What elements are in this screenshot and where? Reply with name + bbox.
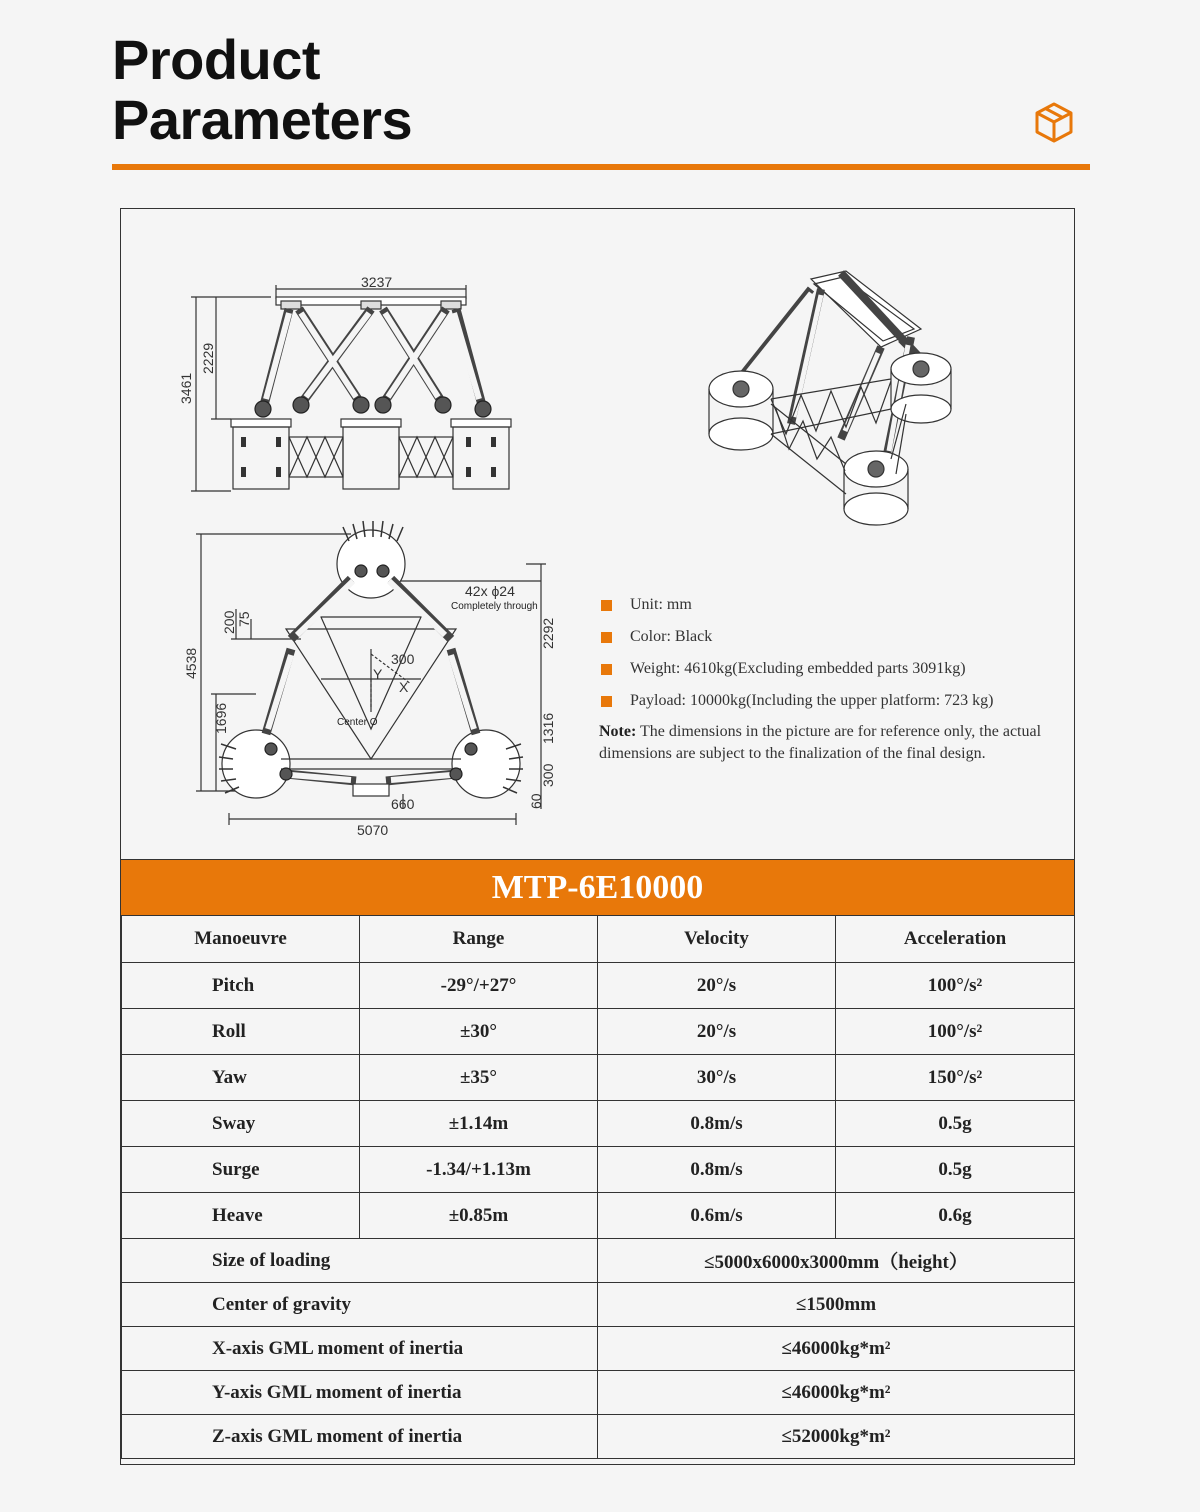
parameter-label-cell: Center of gravity (122, 1283, 598, 1327)
table-row (122, 1327, 1075, 1371)
spec-item-color (599, 621, 1069, 653)
dim-3461: 3461 (178, 372, 194, 404)
table-row (122, 963, 1075, 1009)
dim-2292: 2292 (540, 617, 556, 649)
spec-list (599, 589, 1069, 717)
velocity-cell: 0.8m/s (598, 1147, 836, 1193)
hole-spec: 42x ϕ24 (465, 583, 515, 599)
range-cell: -29°/+27° (360, 963, 598, 1009)
header-range: Range (360, 916, 598, 963)
title-underline (112, 164, 1090, 170)
manoeuvre-cell: Pitch (122, 963, 360, 1009)
velocity-cell: 20°/s (598, 1009, 836, 1055)
spec-item-payload (599, 685, 1069, 717)
parameter-value-cell: ≤1500mm (598, 1283, 1075, 1327)
dim-1316: 1316 (540, 712, 556, 744)
spec-text: Weight: 4610kg(Excluding embedded parts 3091kg) (630, 660, 966, 677)
parameter-value-cell: ≤46000kg*m² (598, 1327, 1075, 1371)
manoeuvre-cell: Yaw (122, 1055, 360, 1101)
table-row (122, 1009, 1075, 1055)
dim-2229: 2229 (200, 342, 216, 374)
parameter-label-cell: Z-axis GML moment of inertia (122, 1415, 598, 1459)
acceleration-cell: 100°/s² (836, 963, 1075, 1009)
dimension-note (599, 721, 1069, 765)
parameters-table (121, 915, 1075, 1459)
acceleration-cell: 0.6g (836, 1193, 1075, 1239)
table-row (122, 1415, 1075, 1459)
dim-300-right: 300 (540, 763, 556, 787)
dim-75: 75 (236, 611, 252, 627)
manoeuvre-cell: Heave (122, 1193, 360, 1239)
header-manoeuvre: Manoeuvre (122, 916, 360, 963)
acceleration-cell: 150°/s² (836, 1055, 1075, 1101)
title-line-2: Parameters (112, 88, 413, 151)
parameter-value-cell: ≤5000x6000x3000mm（height） (598, 1239, 1075, 1283)
velocity-cell: 0.6m/s (598, 1193, 836, 1239)
bullet-icon (601, 696, 612, 707)
parameter-value-cell: ≤52000kg*m² (598, 1415, 1075, 1459)
plan-view-drawing (196, 521, 546, 825)
cube-icon (1032, 100, 1076, 144)
dim-1696: 1696 (213, 702, 229, 734)
range-cell: ±30° (360, 1009, 598, 1055)
range-cell: ±1.14m (360, 1101, 598, 1147)
page-title (112, 30, 412, 150)
dim-4538: 4538 (183, 647, 199, 679)
note-label: Note: (599, 723, 637, 740)
model-name-banner: MTP-6E10000 (121, 859, 1074, 916)
dim-60: 60 (528, 793, 544, 809)
spec-text: Unit: mm (630, 596, 692, 613)
bullet-icon (601, 664, 612, 675)
table-row (122, 1283, 1075, 1327)
spec-item-unit (599, 589, 1069, 621)
manoeuvre-cell: Sway (122, 1101, 360, 1147)
center-o-label: Center O (337, 717, 378, 728)
table-header-row (122, 916, 1075, 963)
dim-660: 660 (391, 796, 415, 812)
axis-y-label: Y (373, 666, 383, 682)
spec-text: Payload: 10000kg(Including the upper platform: 723 kg) (630, 692, 994, 709)
dim-200: 200 (221, 610, 237, 634)
note-text: The dimensions in the picture are for reference only, the actual dimensions are subject to the finalization of the final design. (599, 723, 1042, 762)
title-line-1: Product (112, 28, 321, 91)
parameter-label-cell: Y-axis GML moment of inertia (122, 1371, 598, 1415)
spec-text: Color: Black (630, 628, 713, 645)
table-row (122, 1147, 1075, 1193)
dim-300-center: 300 (391, 651, 415, 667)
parameter-label-cell: X-axis GML moment of inertia (122, 1327, 598, 1371)
velocity-cell: 20°/s (598, 963, 836, 1009)
range-cell: -1.34/+1.13m (360, 1147, 598, 1193)
range-cell: ±35° (360, 1055, 598, 1101)
manoeuvre-cell: Roll (122, 1009, 360, 1055)
acceleration-cell: 100°/s² (836, 1009, 1075, 1055)
table-row (122, 1371, 1075, 1415)
axis-x-label: X (399, 679, 409, 695)
header-acceleration: Acceleration (836, 916, 1075, 963)
front-elevation-drawing (191, 285, 511, 491)
spec-item-weight (599, 653, 1069, 685)
bullet-icon (601, 632, 612, 643)
manoeuvre-cell: Surge (122, 1147, 360, 1193)
velocity-cell: 0.8m/s (598, 1101, 836, 1147)
table-row (122, 1101, 1075, 1147)
header-velocity: Velocity (598, 916, 836, 963)
acceleration-cell: 0.5g (836, 1101, 1075, 1147)
dim-3237: 3237 (361, 274, 393, 290)
spec-sheet-frame (120, 208, 1075, 1465)
bullet-icon (601, 600, 612, 611)
acceleration-cell: 0.5g (836, 1147, 1075, 1193)
table-row (122, 1193, 1075, 1239)
isometric-drawing (709, 271, 951, 525)
hole-note: Completely through (451, 601, 538, 612)
dim-5070: 5070 (357, 822, 389, 838)
parameter-value-cell: ≤46000kg*m² (598, 1371, 1075, 1415)
parameter-label-cell: Size of loading (122, 1239, 598, 1283)
velocity-cell: 30°/s (598, 1055, 836, 1101)
range-cell: ±0.85m (360, 1193, 598, 1239)
table-row (122, 1239, 1075, 1283)
table-row (122, 1055, 1075, 1101)
